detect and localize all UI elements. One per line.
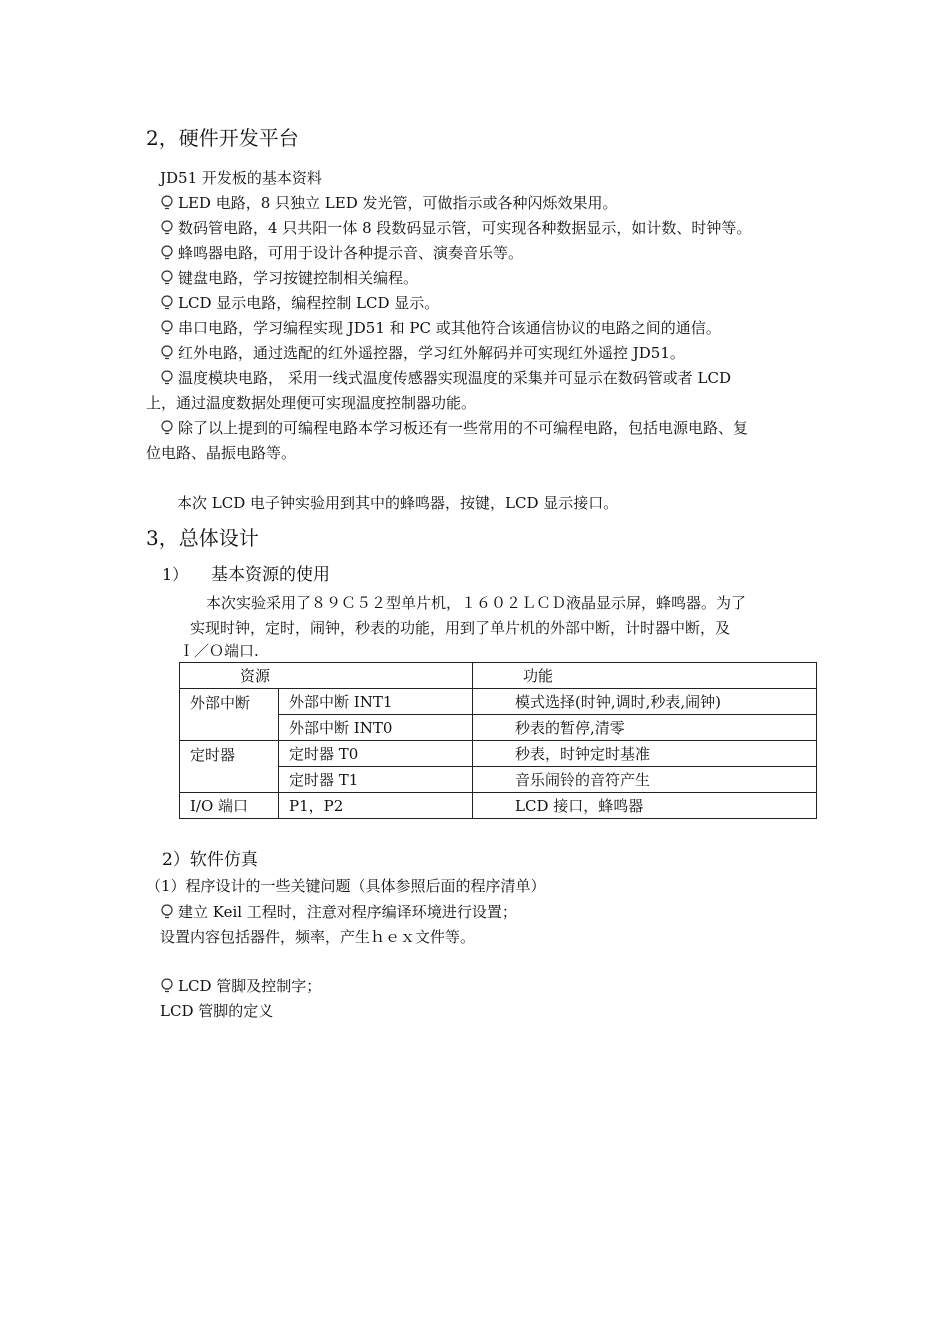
table-cell-item: 定时器 T0 [279, 741, 473, 767]
list-item: 数码管电路，4 只共阳一体 8 段数码显示管，可实现各种数据显示，如计数、时钟等。 [160, 218, 751, 238]
table-cell-function: 模式选择(时钟,调时,秒表,闹钟) [473, 689, 817, 715]
list-item: LCD 显示电路，编程控制 LCD 显示。 [160, 293, 439, 313]
list-item: 串口电路，学习编程实现 JD51 和 PC 或其他符合该通信协议的电路之间的通信。 [160, 318, 721, 338]
table-cell-function: 音乐闹铃的音符产生 [473, 767, 817, 793]
table-cell-group: 定时器 [180, 741, 279, 793]
bulb-bullet-icon [160, 418, 178, 438]
bulb-bullet-icon [160, 976, 178, 996]
list-item-continuation: 上，通过温度数据处理便可实现温度控制器功能。 [146, 394, 477, 412]
table-cell-group: I/O 端口 [180, 793, 279, 819]
table-header-resource: 资源 [180, 663, 473, 689]
list-item: LCD 管脚及控制字； [160, 976, 321, 996]
list-item-continuation: LCD 管脚的定义 [160, 1002, 274, 1020]
subsection-1-title: 基本资源的使用 [211, 565, 330, 585]
paragraph-line: 实现时钟，定时，闹钟，秒表的功能，用到了单片机的外部中断，计时器中断，及 [190, 619, 731, 637]
bulb-bullet-icon [160, 193, 178, 213]
bulb-bullet-icon [160, 902, 178, 922]
table-cell-item: 定时器 T1 [279, 767, 473, 793]
table-row [180, 741, 817, 767]
bulb-bullet-icon [160, 368, 178, 388]
list-item: 键盘电路，学习按键控制相关编程。 [160, 268, 418, 288]
table-cell-item: 外部中断 INT0 [279, 715, 473, 741]
bulb-bullet-icon [160, 343, 178, 363]
bulb-bullet-icon [160, 243, 178, 263]
subsection-2-title: 2）软件仿真 [162, 850, 258, 870]
question-heading: （1）程序设计的一些关键问题（具体参照后面的程序清单） [146, 877, 546, 895]
list-item: 建立 Keil 工程时，注意对程序编译环境进行设置； [160, 902, 517, 922]
list-item: 除了以上提到的可编程电路本学习板还有一些常用的不可编程电路，包括电源电路、复 [160, 418, 748, 438]
section-3-title: 3，总体设计 [146, 526, 259, 550]
bulb-bullet-icon [160, 218, 178, 238]
list-item: 红外电路，通过选配的红外遥控器，学习红外解码并可实现红外遥控 JD51。 [160, 343, 685, 363]
table-header-function: 功能 [473, 663, 817, 689]
section-2-summary: 本次 LCD 电子钟实验用到其中的蜂鸣器，按键，LCD 显示接口。 [177, 494, 619, 512]
list-item: 蜂鸣器电路，可用于设计各种提示音、演奏音乐等。 [160, 243, 523, 263]
paragraph-line: 本次实验采用了８９Ｃ５２型单片机，１６０２ＬＣＤ液晶显示屏，蜂鸣器。为了 [206, 594, 747, 612]
table-cell-function: 秒表的暂停,清零 [473, 715, 817, 741]
subsection-1-number: 1） [162, 565, 189, 584]
section-2-intro: JD51 开发板的基本资料 [160, 169, 322, 187]
bulb-bullet-icon [160, 268, 178, 288]
table-cell-function: 秒表，时钟定时基准 [473, 741, 817, 767]
list-item-continuation: 位电路、晶振电路等。 [146, 444, 297, 462]
list-item: 温度模块电路， 采用一线式温度传感器实现温度的采集并可显示在数码管或者 LCD [160, 368, 731, 388]
bulb-bullet-icon [160, 293, 178, 313]
section-2-title: 2，硬件开发平台 [146, 126, 299, 150]
table-cell-item: P1，P2 [279, 793, 473, 819]
table-header-row [180, 663, 817, 689]
table-cell-group: 外部中断 [180, 689, 279, 741]
paragraph-line: Ｉ／Ｏ端口. [179, 642, 259, 660]
list-item: LED 电路，8 只独立 LED 发光管，可做指示或各种闪烁效果用。 [160, 193, 618, 213]
table-cell-function: LCD 接口，蜂鸣器 [473, 793, 817, 819]
table-cell-item: 外部中断 INT1 [279, 689, 473, 715]
bulb-bullet-icon [160, 318, 178, 338]
table-row [180, 793, 817, 819]
table-row [180, 689, 817, 715]
list-item-continuation: 设置内容包括器件，频率，产生ｈｅｘ文件等。 [160, 928, 476, 946]
resource-table [179, 662, 817, 819]
